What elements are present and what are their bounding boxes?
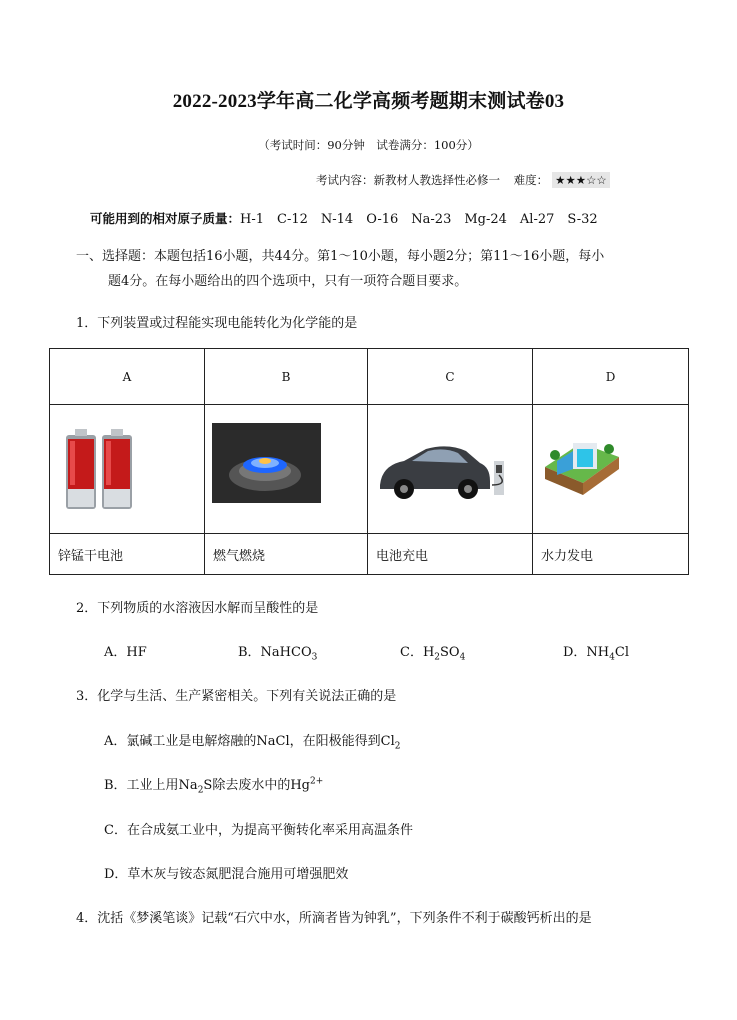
question-1-options-table bbox=[49, 348, 689, 575]
section-instructions-2: 题4分。在每小题给出的四个选项中，只有一项符合题目要求。 bbox=[108, 274, 468, 289]
q3-b-sub: 2 bbox=[197, 785, 204, 796]
q3-a-text: A．氯碱工业是电解熔融的NaCl，在阳极能得到Cl bbox=[104, 734, 395, 749]
atomic-masses-values: H-1 C-12 N-14 O-16 Na-23 Mg-24 Al-27 S-32 bbox=[240, 212, 598, 227]
option-a-image bbox=[50, 405, 205, 534]
question-3-option-d: D．草木灰与铵态氮肥混合施用可增强肥效 bbox=[104, 867, 349, 882]
option-c-text2: SO bbox=[440, 645, 460, 660]
option-d-text: D．NH bbox=[563, 645, 610, 660]
question-2-option-a: A．HF bbox=[104, 645, 147, 660]
question-3-option-c: C．在合成氨工业中，为提高平衡转化率采用高温条件 bbox=[104, 823, 413, 838]
option-c-sub1: 2 bbox=[434, 652, 441, 663]
option-b-image bbox=[205, 405, 368, 534]
option-b-text: B．NaHCO bbox=[238, 645, 312, 660]
question-3-stem: 3．化学与生活、生产紧密相关。下列有关说法正确的是 bbox=[76, 689, 397, 704]
question-1-stem: 1．下列装置或过程能实现电能转化为化学能的是 bbox=[76, 316, 358, 331]
option-a-caption: 锌锰干电池 bbox=[50, 534, 205, 575]
electric-car-icon bbox=[368, 405, 532, 533]
option-c-text: C．H bbox=[400, 645, 435, 660]
option-c-image bbox=[368, 405, 533, 534]
hydropower-dam-icon bbox=[533, 405, 688, 533]
option-d-sub: 4 bbox=[609, 652, 615, 663]
atomic-masses bbox=[90, 208, 598, 227]
option-c-caption: 电池充电 bbox=[368, 534, 533, 575]
page-title: 2022-2023学年高二化学高频考题期末测试卷03 bbox=[172, 91, 565, 112]
battery-icon bbox=[50, 405, 204, 533]
header-b: B bbox=[205, 349, 368, 405]
q3-b-text2: S除去废水中的Hg bbox=[203, 778, 310, 793]
atomic-masses-label: 可能用到的相对原子质量： bbox=[90, 211, 241, 226]
question-2-option-d bbox=[563, 641, 629, 663]
gas-flame-icon bbox=[205, 405, 367, 533]
difficulty-stars: ★★★☆☆ bbox=[552, 172, 610, 188]
q3-a-sub: 2 bbox=[394, 741, 401, 752]
header-d: D bbox=[533, 349, 689, 405]
exam-info: （考试时间：90分钟 试卷满分：100分） bbox=[258, 138, 479, 152]
header-a: A bbox=[50, 349, 205, 405]
question-3-option-b bbox=[104, 774, 323, 796]
option-c-sub2: 4 bbox=[459, 652, 466, 663]
question-4-stem: 4．沈括《梦溪笔谈》记载“石穴中水，所滴者皆为钟乳”，下列条件不利于碳酸钙析出的是 bbox=[76, 911, 592, 926]
question-2-option-c bbox=[400, 641, 465, 663]
option-d-caption: 水力发电 bbox=[533, 534, 689, 575]
q3-b-sup: 2+ bbox=[310, 776, 324, 787]
question-2-stem: 2．下列物质的水溶液因水解而呈酸性的是 bbox=[76, 601, 319, 616]
question-2-option-b bbox=[238, 641, 317, 663]
difficulty-label: 难度： bbox=[513, 173, 549, 187]
option-d-text2: Cl bbox=[614, 645, 629, 660]
content-label: 考试内容：新教材人教选择性必修一 bbox=[316, 173, 500, 187]
exam-content bbox=[316, 172, 610, 188]
section-instructions-1: 一、选择题：本题包括16小题，共44分。第1～10小题，每小题2分；第11～16小题，每小 bbox=[76, 249, 605, 264]
question-3-option-a bbox=[104, 730, 400, 752]
option-d-image bbox=[533, 405, 689, 534]
header-c: C bbox=[368, 349, 533, 405]
option-b-caption: 燃气燃烧 bbox=[205, 534, 368, 575]
q3-b-text1: B．工业上用Na bbox=[104, 778, 198, 793]
option-b-sub: 3 bbox=[311, 652, 318, 663]
